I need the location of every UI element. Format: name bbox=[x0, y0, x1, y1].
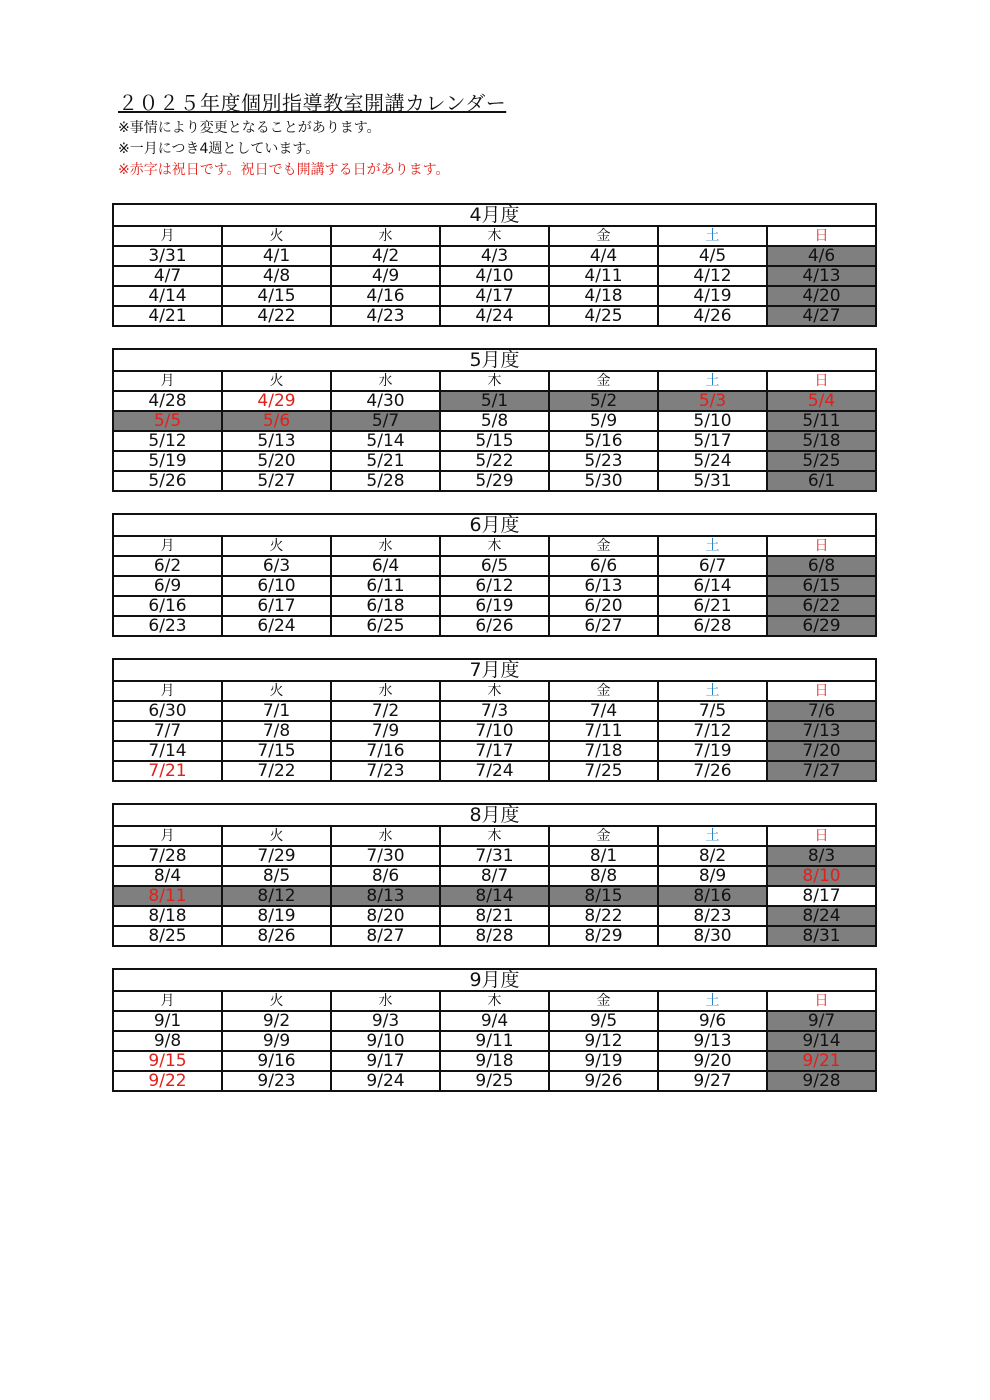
date-cell: 5/25 bbox=[767, 451, 876, 471]
date-cell: 6/16 bbox=[113, 596, 222, 616]
week-row bbox=[113, 846, 876, 866]
week-row bbox=[113, 1031, 876, 1051]
weekday-header: 木 bbox=[440, 536, 549, 556]
date-cell: 4/17 bbox=[440, 286, 549, 306]
date-cell: 5/4 bbox=[767, 391, 876, 411]
date-cell: 7/18 bbox=[549, 741, 658, 761]
date-cell: 5/31 bbox=[658, 471, 767, 491]
weekday-header: 土 bbox=[658, 826, 767, 846]
week-row bbox=[113, 741, 876, 761]
date-cell: 5/5 bbox=[113, 411, 222, 431]
weekday-header: 土 bbox=[658, 371, 767, 391]
date-cell: 5/19 bbox=[113, 451, 222, 471]
date-cell: 9/14 bbox=[767, 1031, 876, 1051]
week-row bbox=[113, 576, 876, 596]
date-cell: 4/2 bbox=[331, 246, 440, 266]
date-cell: 8/25 bbox=[113, 926, 222, 946]
weekday-header: 木 bbox=[440, 226, 549, 246]
date-cell: 6/6 bbox=[549, 556, 658, 576]
date-cell: 7/1 bbox=[222, 701, 331, 721]
date-cell: 6/22 bbox=[767, 596, 876, 616]
date-cell: 6/29 bbox=[767, 616, 876, 636]
month-title: 6月度 bbox=[113, 514, 876, 536]
month-table bbox=[112, 348, 877, 492]
week-row bbox=[113, 886, 876, 906]
date-cell: 9/23 bbox=[222, 1071, 331, 1091]
date-cell: 6/15 bbox=[767, 576, 876, 596]
date-cell: 9/5 bbox=[549, 1011, 658, 1031]
date-cell: 5/27 bbox=[222, 471, 331, 491]
date-cell: 9/18 bbox=[440, 1051, 549, 1071]
date-cell: 4/21 bbox=[113, 306, 222, 326]
note-weeks: ※一月につき4週としています。 bbox=[118, 141, 320, 157]
weekday-header: 土 bbox=[658, 991, 767, 1011]
date-cell: 5/18 bbox=[767, 431, 876, 451]
week-row bbox=[113, 926, 876, 946]
date-cell: 4/27 bbox=[767, 306, 876, 326]
date-cell: 5/22 bbox=[440, 451, 549, 471]
weekday-header: 日 bbox=[767, 681, 876, 701]
week-row bbox=[113, 701, 876, 721]
date-cell: 6/12 bbox=[440, 576, 549, 596]
week-row bbox=[113, 866, 876, 886]
date-cell: 6/14 bbox=[658, 576, 767, 596]
date-cell: 9/26 bbox=[549, 1071, 658, 1091]
weekday-header: 火 bbox=[222, 226, 331, 246]
week-row bbox=[113, 616, 876, 636]
date-cell: 9/24 bbox=[331, 1071, 440, 1091]
date-cell: 9/13 bbox=[658, 1031, 767, 1051]
date-cell: 6/10 bbox=[222, 576, 331, 596]
weekday-header: 金 bbox=[549, 681, 658, 701]
date-cell: 9/8 bbox=[113, 1031, 222, 1051]
date-cell: 6/4 bbox=[331, 556, 440, 576]
date-cell: 8/27 bbox=[331, 926, 440, 946]
date-cell: 8/16 bbox=[658, 886, 767, 906]
date-cell: 5/30 bbox=[549, 471, 658, 491]
date-cell: 9/16 bbox=[222, 1051, 331, 1071]
weekday-header: 日 bbox=[767, 536, 876, 556]
date-cell: 7/22 bbox=[222, 761, 331, 781]
month-table bbox=[112, 968, 877, 1092]
date-cell: 7/6 bbox=[767, 701, 876, 721]
date-cell: 6/9 bbox=[113, 576, 222, 596]
date-cell: 9/21 bbox=[767, 1051, 876, 1071]
week-row bbox=[113, 471, 876, 491]
date-cell: 5/2 bbox=[549, 391, 658, 411]
date-cell: 4/6 bbox=[767, 246, 876, 266]
month-calendars bbox=[112, 203, 877, 1113]
date-cell: 4/30 bbox=[331, 391, 440, 411]
date-cell: 9/9 bbox=[222, 1031, 331, 1051]
week-row bbox=[113, 306, 876, 326]
date-cell: 5/23 bbox=[549, 451, 658, 471]
date-cell: 5/16 bbox=[549, 431, 658, 451]
weekday-header: 火 bbox=[222, 536, 331, 556]
date-cell: 7/11 bbox=[549, 721, 658, 741]
weekday-header: 土 bbox=[658, 536, 767, 556]
weekday-header: 火 bbox=[222, 991, 331, 1011]
weekday-header: 水 bbox=[331, 371, 440, 391]
date-cell: 6/28 bbox=[658, 616, 767, 636]
date-cell: 6/30 bbox=[113, 701, 222, 721]
date-cell: 6/1 bbox=[767, 471, 876, 491]
date-cell: 8/20 bbox=[331, 906, 440, 926]
date-cell: 8/26 bbox=[222, 926, 331, 946]
date-cell: 8/4 bbox=[113, 866, 222, 886]
date-cell: 4/20 bbox=[767, 286, 876, 306]
date-cell: 4/5 bbox=[658, 246, 767, 266]
date-cell: 4/24 bbox=[440, 306, 549, 326]
week-row bbox=[113, 391, 876, 411]
date-cell: 9/3 bbox=[331, 1011, 440, 1031]
date-cell: 7/31 bbox=[440, 846, 549, 866]
weekday-header: 金 bbox=[549, 371, 658, 391]
weekday-header: 木 bbox=[440, 826, 549, 846]
date-cell: 6/24 bbox=[222, 616, 331, 636]
weekday-header: 月 bbox=[113, 371, 222, 391]
weekday-header: 火 bbox=[222, 681, 331, 701]
date-cell: 7/20 bbox=[767, 741, 876, 761]
date-cell: 8/14 bbox=[440, 886, 549, 906]
date-cell: 4/7 bbox=[113, 266, 222, 286]
date-cell: 5/12 bbox=[113, 431, 222, 451]
date-cell: 4/13 bbox=[767, 266, 876, 286]
date-cell: 8/13 bbox=[331, 886, 440, 906]
week-row bbox=[113, 451, 876, 471]
date-cell: 4/14 bbox=[113, 286, 222, 306]
week-row bbox=[113, 411, 876, 431]
week-row bbox=[113, 596, 876, 616]
weekday-header: 月 bbox=[113, 991, 222, 1011]
date-cell: 8/30 bbox=[658, 926, 767, 946]
weekday-header: 月 bbox=[113, 826, 222, 846]
weekday-header: 火 bbox=[222, 371, 331, 391]
date-cell: 4/8 bbox=[222, 266, 331, 286]
weekday-header: 金 bbox=[549, 226, 658, 246]
weekday-header: 土 bbox=[658, 226, 767, 246]
date-cell: 9/6 bbox=[658, 1011, 767, 1031]
date-cell: 4/10 bbox=[440, 266, 549, 286]
date-cell: 8/8 bbox=[549, 866, 658, 886]
date-cell: 8/1 bbox=[549, 846, 658, 866]
weekday-header: 水 bbox=[331, 681, 440, 701]
date-cell: 8/12 bbox=[222, 886, 331, 906]
weekday-header: 火 bbox=[222, 826, 331, 846]
date-cell: 8/5 bbox=[222, 866, 331, 886]
note-holiday: ※赤字は祝日です。祝日でも開講する日があります。 bbox=[118, 162, 450, 178]
date-cell: 3/31 bbox=[113, 246, 222, 266]
date-cell: 7/23 bbox=[331, 761, 440, 781]
date-cell: 5/11 bbox=[767, 411, 876, 431]
week-row bbox=[113, 431, 876, 451]
date-cell: 9/28 bbox=[767, 1071, 876, 1091]
week-row bbox=[113, 761, 876, 781]
date-cell: 6/8 bbox=[767, 556, 876, 576]
date-cell: 6/13 bbox=[549, 576, 658, 596]
date-cell: 7/27 bbox=[767, 761, 876, 781]
date-cell: 8/22 bbox=[549, 906, 658, 926]
date-cell: 7/15 bbox=[222, 741, 331, 761]
date-cell: 7/16 bbox=[331, 741, 440, 761]
date-cell: 4/11 bbox=[549, 266, 658, 286]
date-cell: 5/21 bbox=[331, 451, 440, 471]
date-cell: 7/7 bbox=[113, 721, 222, 741]
date-cell: 6/5 bbox=[440, 556, 549, 576]
date-cell: 7/8 bbox=[222, 721, 331, 741]
week-row bbox=[113, 286, 876, 306]
date-cell: 7/25 bbox=[549, 761, 658, 781]
date-cell: 9/12 bbox=[549, 1031, 658, 1051]
date-cell: 4/19 bbox=[658, 286, 767, 306]
week-row bbox=[113, 721, 876, 741]
month-table bbox=[112, 803, 877, 947]
date-cell: 8/24 bbox=[767, 906, 876, 926]
date-cell: 6/20 bbox=[549, 596, 658, 616]
date-cell: 7/29 bbox=[222, 846, 331, 866]
date-cell: 9/15 bbox=[113, 1051, 222, 1071]
weekday-header: 日 bbox=[767, 371, 876, 391]
date-cell: 6/27 bbox=[549, 616, 658, 636]
date-cell: 5/29 bbox=[440, 471, 549, 491]
month-title: 9月度 bbox=[113, 969, 876, 991]
date-cell: 4/4 bbox=[549, 246, 658, 266]
weekday-header: 木 bbox=[440, 371, 549, 391]
date-cell: 6/11 bbox=[331, 576, 440, 596]
date-cell: 4/3 bbox=[440, 246, 549, 266]
month-title: 5月度 bbox=[113, 349, 876, 371]
date-cell: 4/28 bbox=[113, 391, 222, 411]
week-row bbox=[113, 1071, 876, 1091]
date-cell: 6/25 bbox=[331, 616, 440, 636]
month-table bbox=[112, 203, 877, 327]
date-cell: 5/15 bbox=[440, 431, 549, 451]
date-cell: 9/2 bbox=[222, 1011, 331, 1031]
date-cell: 4/26 bbox=[658, 306, 767, 326]
date-cell: 8/21 bbox=[440, 906, 549, 926]
date-cell: 9/19 bbox=[549, 1051, 658, 1071]
date-cell: 9/25 bbox=[440, 1071, 549, 1091]
date-cell: 4/29 bbox=[222, 391, 331, 411]
date-cell: 4/9 bbox=[331, 266, 440, 286]
date-cell: 5/14 bbox=[331, 431, 440, 451]
date-cell: 8/7 bbox=[440, 866, 549, 886]
date-cell: 7/28 bbox=[113, 846, 222, 866]
date-cell: 4/25 bbox=[549, 306, 658, 326]
week-row bbox=[113, 1051, 876, 1071]
date-cell: 5/17 bbox=[658, 431, 767, 451]
date-cell: 7/17 bbox=[440, 741, 549, 761]
weekday-header: 木 bbox=[440, 991, 549, 1011]
date-cell: 7/26 bbox=[658, 761, 767, 781]
weekday-header: 水 bbox=[331, 536, 440, 556]
date-cell: 4/15 bbox=[222, 286, 331, 306]
page-header bbox=[118, 90, 506, 181]
date-cell: 8/23 bbox=[658, 906, 767, 926]
date-cell: 7/21 bbox=[113, 761, 222, 781]
month-table bbox=[112, 658, 877, 782]
date-cell: 7/13 bbox=[767, 721, 876, 741]
date-cell: 4/23 bbox=[331, 306, 440, 326]
date-cell: 4/16 bbox=[331, 286, 440, 306]
month-title: 7月度 bbox=[113, 659, 876, 681]
date-cell: 8/17 bbox=[767, 886, 876, 906]
date-cell: 9/11 bbox=[440, 1031, 549, 1051]
date-cell: 7/19 bbox=[658, 741, 767, 761]
date-cell: 6/23 bbox=[113, 616, 222, 636]
weekday-header: 木 bbox=[440, 681, 549, 701]
date-cell: 8/10 bbox=[767, 866, 876, 886]
date-cell: 6/26 bbox=[440, 616, 549, 636]
date-cell: 5/8 bbox=[440, 411, 549, 431]
week-row bbox=[113, 266, 876, 286]
weekday-header: 水 bbox=[331, 826, 440, 846]
weekday-header: 水 bbox=[331, 226, 440, 246]
month-title: 4月度 bbox=[113, 204, 876, 226]
week-row bbox=[113, 1011, 876, 1031]
date-cell: 7/24 bbox=[440, 761, 549, 781]
date-cell: 4/1 bbox=[222, 246, 331, 266]
date-cell: 6/2 bbox=[113, 556, 222, 576]
date-cell: 5/3 bbox=[658, 391, 767, 411]
date-cell: 8/9 bbox=[658, 866, 767, 886]
date-cell: 9/27 bbox=[658, 1071, 767, 1091]
date-cell: 7/12 bbox=[658, 721, 767, 741]
date-cell: 5/7 bbox=[331, 411, 440, 431]
weekday-header: 土 bbox=[658, 681, 767, 701]
month-title: 8月度 bbox=[113, 804, 876, 826]
date-cell: 6/7 bbox=[658, 556, 767, 576]
date-cell: 5/26 bbox=[113, 471, 222, 491]
date-cell: 7/5 bbox=[658, 701, 767, 721]
date-cell: 7/14 bbox=[113, 741, 222, 761]
weekday-header: 水 bbox=[331, 991, 440, 1011]
date-cell: 7/9 bbox=[331, 721, 440, 741]
weekday-header: 金 bbox=[549, 826, 658, 846]
date-cell: 5/6 bbox=[222, 411, 331, 431]
date-cell: 7/4 bbox=[549, 701, 658, 721]
weekday-header: 月 bbox=[113, 536, 222, 556]
date-cell: 8/11 bbox=[113, 886, 222, 906]
date-cell: 9/10 bbox=[331, 1031, 440, 1051]
week-row bbox=[113, 556, 876, 576]
weekday-header: 月 bbox=[113, 226, 222, 246]
date-cell: 9/17 bbox=[331, 1051, 440, 1071]
date-cell: 4/12 bbox=[658, 266, 767, 286]
date-cell: 6/21 bbox=[658, 596, 767, 616]
date-cell: 5/13 bbox=[222, 431, 331, 451]
date-cell: 8/28 bbox=[440, 926, 549, 946]
date-cell: 4/18 bbox=[549, 286, 658, 306]
date-cell: 5/10 bbox=[658, 411, 767, 431]
note-change: ※事情により変更となることがあります。 bbox=[118, 120, 381, 136]
date-cell: 9/1 bbox=[113, 1011, 222, 1031]
date-cell: 5/9 bbox=[549, 411, 658, 431]
date-cell: 8/19 bbox=[222, 906, 331, 926]
date-cell: 8/6 bbox=[331, 866, 440, 886]
date-cell: 6/18 bbox=[331, 596, 440, 616]
month-table bbox=[112, 513, 877, 637]
date-cell: 5/1 bbox=[440, 391, 549, 411]
page-title: ２０２５年度個別指導教室開講カレンダー bbox=[118, 91, 507, 115]
weekday-header: 日 bbox=[767, 991, 876, 1011]
weekday-header: 月 bbox=[113, 681, 222, 701]
date-cell: 8/15 bbox=[549, 886, 658, 906]
date-cell: 8/31 bbox=[767, 926, 876, 946]
date-cell: 9/20 bbox=[658, 1051, 767, 1071]
date-cell: 5/28 bbox=[331, 471, 440, 491]
date-cell: 7/10 bbox=[440, 721, 549, 741]
week-row bbox=[113, 246, 876, 266]
date-cell: 6/3 bbox=[222, 556, 331, 576]
date-cell: 4/22 bbox=[222, 306, 331, 326]
date-cell: 8/18 bbox=[113, 906, 222, 926]
date-cell: 5/24 bbox=[658, 451, 767, 471]
date-cell: 9/4 bbox=[440, 1011, 549, 1031]
date-cell: 8/3 bbox=[767, 846, 876, 866]
weekday-header: 金 bbox=[549, 536, 658, 556]
date-cell: 9/7 bbox=[767, 1011, 876, 1031]
date-cell: 5/20 bbox=[222, 451, 331, 471]
weekday-header: 金 bbox=[549, 991, 658, 1011]
date-cell: 9/22 bbox=[113, 1071, 222, 1091]
date-cell: 7/30 bbox=[331, 846, 440, 866]
date-cell: 6/19 bbox=[440, 596, 549, 616]
week-row bbox=[113, 906, 876, 926]
weekday-header: 日 bbox=[767, 826, 876, 846]
date-cell: 8/29 bbox=[549, 926, 658, 946]
date-cell: 8/2 bbox=[658, 846, 767, 866]
date-cell: 7/2 bbox=[331, 701, 440, 721]
date-cell: 7/3 bbox=[440, 701, 549, 721]
date-cell: 6/17 bbox=[222, 596, 331, 616]
weekday-header: 日 bbox=[767, 226, 876, 246]
